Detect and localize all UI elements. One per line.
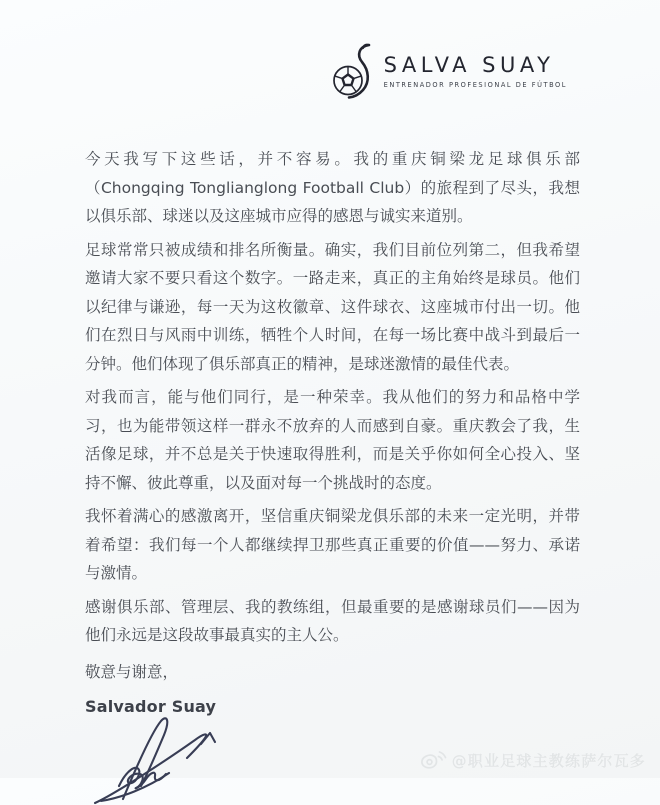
farewell-letter-body xyxy=(0,100,660,805)
letter-paragraph: 对我而言，能与他们同行，是一种荣幸。我从他们的努力和品格中学习，也为能带领这样一群永不放弃的人而感到自豪。重庆教会了我，生活像足球，并不总是关于快速取得胜利，而是关乎你如何全心投入、坚持不懈、彼此尊重，以及面对每一个挑战时的态度。 xyxy=(85,388,580,492)
letter-closing: 敬意与谢意， xyxy=(85,662,179,681)
signature-name: Salvador Suay xyxy=(85,697,217,716)
coach-logo xyxy=(333,42,567,100)
letterhead xyxy=(0,0,660,100)
weibo-watermark xyxy=(420,749,646,771)
logo-text-block xyxy=(384,53,567,89)
letter-paragraph: 我怀着满心的感激离开，坚信重庆铜梁龙俱乐部的未来一定光明，并带着希望：我们每一个人都继续捍卫那些真正重要的价值——努力、承诺与激情。 xyxy=(85,507,580,582)
soccer-ball-with-script-s-icon xyxy=(333,42,375,100)
letter-paragraph: 足球常常只被成绩和排名所衡量。确实，我们目前位列第二，但我希望邀请大家不要只看这个数字。一路走来，真正的主角始终是球员。他们以纪律与谦逊，每一天为这枚徽章、这件球衣、这座城市付出一切。他们在烈日与风雨中训练，牺牲个人时间，在每一场比赛中战斗到最后一分钟。他们体现了俱乐部真正的精神，是球迷激情的最佳代表。 xyxy=(85,240,580,373)
logo-name: SALVA SUAY xyxy=(383,53,555,77)
weibo-icon xyxy=(420,749,447,771)
watermark-text: @职业足球主教练萨尔瓦多 xyxy=(451,751,646,770)
logo-subtitle: ENTRENADOR PROFESIONAL DE FÚTBOL xyxy=(383,81,567,89)
letter-paragraph: 感谢俱乐部、管理层、我的教练组，但最重要的是感谢球员们——因为他们永远是这段故事最真实的主人公。 xyxy=(85,597,580,644)
letter-paragraph: 今天我写下这些话，并不容易。我的重庆铜梁龙足球俱乐部（Chongqing Tonglianglong Football Club）的旅程到了尽头，我想以俱乐部、球迷以及这座城市应得的感恩与诚实来道别。 xyxy=(85,150,580,225)
